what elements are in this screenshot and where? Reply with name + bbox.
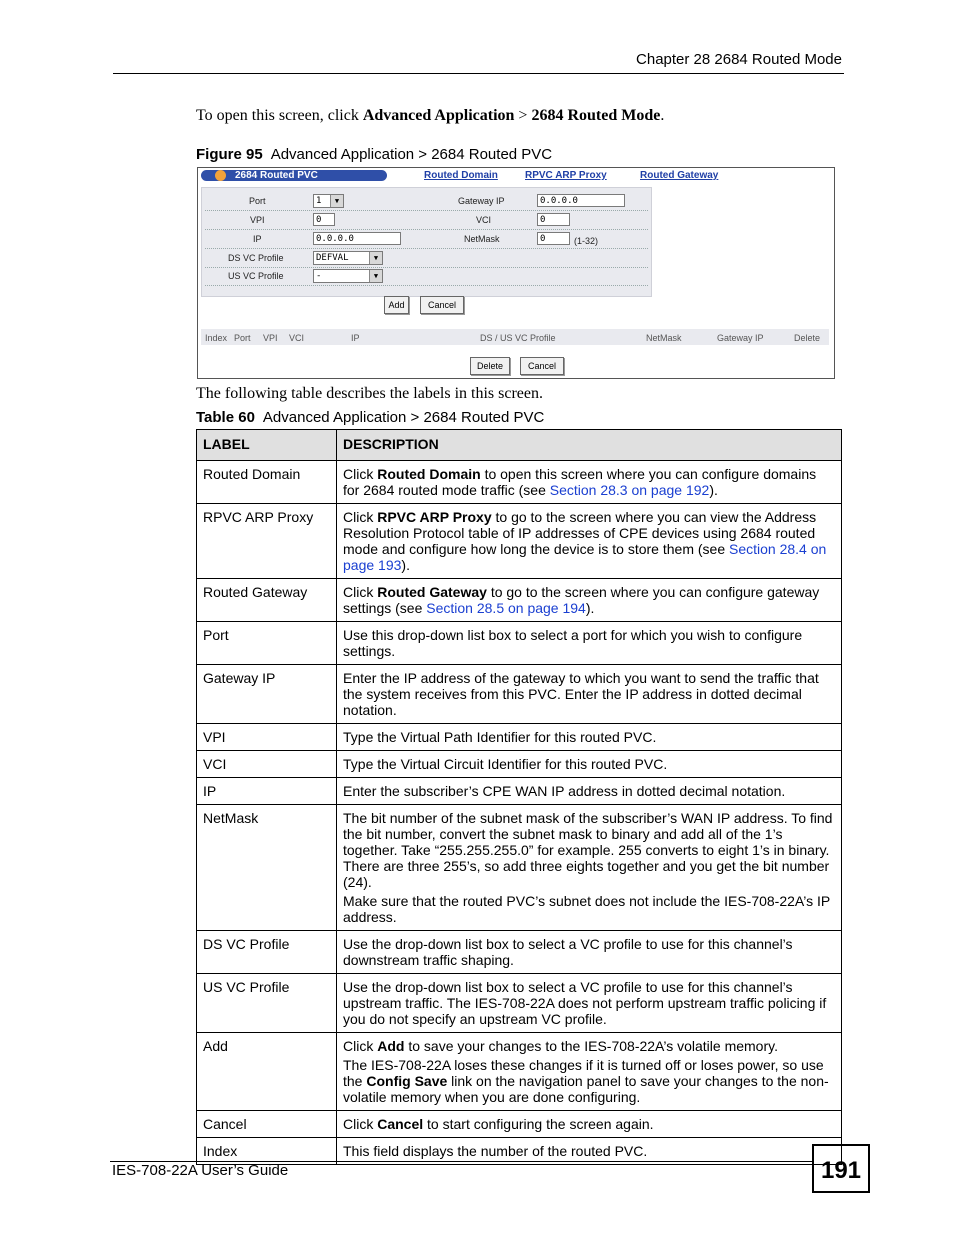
chevron-down-icon: ▼ <box>330 195 343 207</box>
tab-title-pill: 2684 Routed PVC <box>201 170 387 181</box>
chevron-down-icon: ▼ <box>369 252 382 264</box>
page-number: 191 <box>812 1144 870 1193</box>
col-netmask: NetMask <box>646 333 682 343</box>
us-vc-profile-label: US VC Profile <box>228 271 284 281</box>
rpvc-arp-proxy-link[interactable]: RPVC ARP Proxy <box>525 170 607 181</box>
col-index: Index <box>205 333 228 343</box>
col-ip: IP <box>351 333 360 343</box>
row-label: NetMask <box>197 805 337 931</box>
table-row <box>197 665 842 724</box>
routed-domain-link[interactable]: Routed Domain <box>424 170 498 181</box>
row-description: Type the Virtual Circuit Identifier for this routed PVC. <box>337 751 842 778</box>
figure-caption: Figure 95 Advanced Application > 2684 Routed PVC <box>196 146 553 163</box>
cancel-button[interactable]: Cancel <box>420 296 464 314</box>
row-description: This field displays the number of the routed PVC. <box>337 1138 842 1165</box>
row-label: Cancel <box>197 1111 337 1138</box>
table-row <box>197 504 842 579</box>
row-label: US VC Profile <box>197 974 337 1033</box>
ds-vc-profile-label: DS VC Profile <box>228 253 284 263</box>
table-header-row <box>197 430 842 461</box>
pvc-list-header <box>201 329 829 345</box>
row-description: Click Cancel to start configuring the screen again. <box>337 1111 842 1138</box>
col-vpi: VPI <box>263 333 278 343</box>
row-description: Click Routed Gateway to go to the screen where you can configure gateway settings (see Section 28.5 on page 194). <box>337 579 842 622</box>
row-description: Click RPVC ARP Proxy to go to the screen where you can view the Address Resolution Protocol table of IP addresses of CPE devices using 2684 routed mode and configure how long the device is to store them (see Section 28.4 on page 193). <box>337 504 842 579</box>
gateway-ip-label: Gateway IP <box>458 196 505 206</box>
ip-input[interactable]: 0.0.0.0 <box>313 232 401 245</box>
vci-label: VCI <box>476 215 492 225</box>
row-description: Click Add to save your changes to the IES-708-22A’s volatile memory. The IES-708-22A loses these changes if it is turned off or loses power, so use the Config Save link on the navigation panel to save your changes to the non-volatile memory when you are done configuring. <box>337 1033 842 1111</box>
row-label: IP <box>197 778 337 805</box>
table-row <box>197 1033 842 1111</box>
row-label: Index <box>197 1138 337 1165</box>
port-label: Port <box>249 196 266 206</box>
table-row <box>197 805 842 931</box>
row-label: Routed Domain <box>197 461 337 504</box>
port-select[interactable]: 1 ▼ <box>313 194 344 208</box>
netmask-input[interactable]: 0 <box>537 232 570 245</box>
cancel-list-button[interactable]: Cancel <box>520 357 564 375</box>
row-description: Use the drop-down list box to select a VC profile to use for this channel’s downstream traffic shaping. <box>337 931 842 974</box>
following-text: The following table describes the labels in this screen. <box>196 385 544 402</box>
chapter-header: Chapter 28 2684 Routed Mode <box>636 51 842 68</box>
header-description: DESCRIPTION <box>337 430 842 461</box>
header-rule <box>113 73 844 74</box>
row-description: The bit number of the subnet mask of the subscriber’s WAN IP address. To find the bit number, convert the subnet mask to binary and add all of the 1’s together. Take “255.255.255.0” for example. 255 converts to eight 1’s in binary. There are three 255’s, so add three eights together and you get the bit number (24). Make sure that the routed PVC’s subnet does not include the IES-708-22A’s IP address. <box>337 805 842 931</box>
section-link[interactable]: Section 28.5 on page 194 <box>426 600 586 616</box>
delete-button[interactable]: Delete <box>470 357 510 375</box>
section-link[interactable]: Section 28.4 on page 193 <box>343 541 827 573</box>
description-table <box>196 429 842 1165</box>
row-label: Add <box>197 1033 337 1111</box>
row-description: Enter the IP address of the gateway to which you want to send the traffic that the system receives from this PVC. Enter the IP address in dotted decimal notation. <box>337 665 842 724</box>
row-label: DS VC Profile <box>197 931 337 974</box>
row-description: Use this drop-down list box to select a port for which you wish to configure settings. <box>337 622 842 665</box>
vpi-label: VPI <box>250 215 265 225</box>
header-label: LABEL <box>197 430 337 461</box>
table-row <box>197 931 842 974</box>
table-row <box>197 1111 842 1138</box>
row-label: VCI <box>197 751 337 778</box>
routed-gateway-link[interactable]: Routed Gateway <box>640 170 719 181</box>
table-caption: Table 60 Advanced Application > 2684 Routed PVC <box>196 409 545 426</box>
pvc-form <box>201 187 652 297</box>
row-label: RPVC ARP Proxy <box>197 504 337 579</box>
row-description: Enter the subscriber’s CPE WAN IP address in dotted decimal notation. <box>337 778 842 805</box>
add-button[interactable]: Add <box>384 296 409 314</box>
table-row <box>197 724 842 751</box>
col-gateway-ip: Gateway IP <box>717 333 764 343</box>
vpi-input[interactable]: 0 <box>313 213 335 226</box>
col-delete: Delete <box>794 333 821 343</box>
table-row <box>197 579 842 622</box>
section-link[interactable]: Section 28.3 on page 192 <box>549 482 710 498</box>
us-vc-profile-select[interactable]: - ▼ <box>313 269 383 283</box>
netmask-label: NetMask <box>464 234 500 244</box>
table-row <box>197 974 842 1033</box>
row-label: Gateway IP <box>197 665 337 724</box>
guide-title: IES-708-22A User’s Guide <box>112 1162 289 1179</box>
vci-input[interactable]: 0 <box>537 213 570 226</box>
routed-pvc-screenshot <box>197 167 835 379</box>
ds-vc-profile-select[interactable]: DEFVAL ▼ <box>313 251 383 265</box>
col-vci: VCI <box>289 333 305 343</box>
table-row <box>197 461 842 504</box>
table-row <box>197 778 842 805</box>
intro-text: To open this screen, click Advanced Application > 2684 Routed Mode. <box>196 107 665 124</box>
row-description: Click Routed Domain to open this screen where you can configure domains for 2684 routed mode traffic (see Section 28.3 on page 192). <box>337 461 842 504</box>
row-description: Use the drop-down list box to select a VC profile to use for this channel’s upstream traffic. The IES-708-22A does not perform upstream traffic policing if you do not specify an upstream VC profile. <box>337 974 842 1033</box>
table-row <box>197 622 842 665</box>
orange-dot-icon <box>215 170 226 181</box>
ip-label: IP <box>253 234 262 244</box>
table-row <box>197 751 842 778</box>
netmask-hint: (1-32) <box>574 236 599 246</box>
row-label: VPI <box>197 724 337 751</box>
col-vc-profile: DS / US VC Profile <box>480 333 556 343</box>
row-label: Port <box>197 622 337 665</box>
row-description: Type the Virtual Path Identifier for this routed PVC. <box>337 724 842 751</box>
gateway-ip-input[interactable]: 0.0.0.0 <box>537 194 625 207</box>
form-row <box>205 211 648 230</box>
chevron-down-icon: ▼ <box>369 270 382 282</box>
row-label: Routed Gateway <box>197 579 337 622</box>
col-port: Port <box>234 333 251 343</box>
